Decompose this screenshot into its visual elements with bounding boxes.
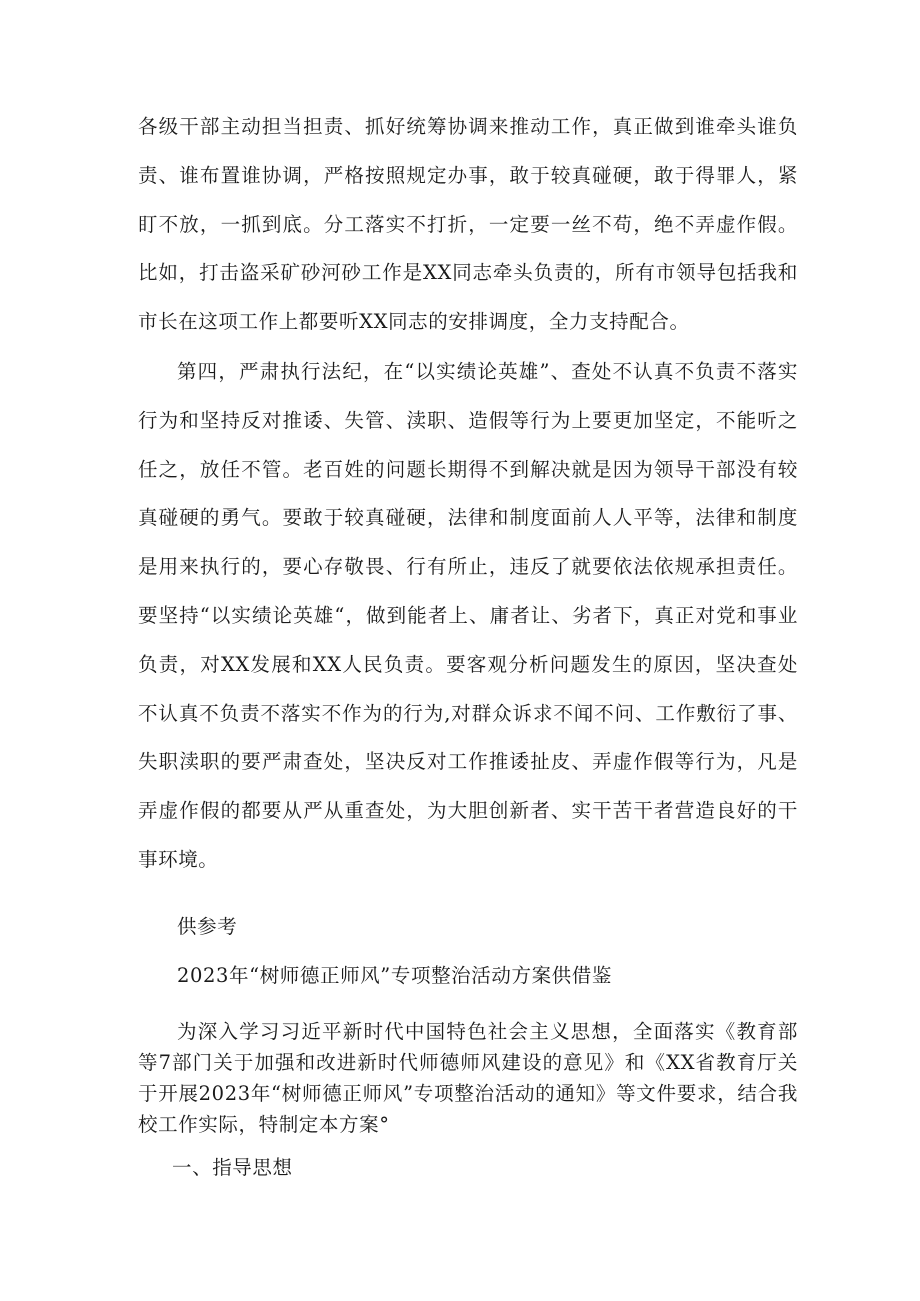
paragraph-fourth-point: 第四，严肃执行法纪，在“以实绩论英雄”、查处不认真不负责不落实行为和坚持反对推诿、失管、渎职、造假等行为上要更加坚定，不能听之任之，放任不管。老百姓的问题长期得不到解决就是因为领导干部没有较真碰硬的勇气。要敢于较真碰硬，法律和制度面前人人平等，法律和制度是用来执行的，要心存敬畏、行有所止，违反了就要依法依规承担责任。要坚持“以实绩论英雄“，做到能者上、庸者让、劣者下，真正对党和事业负责，对XX发展和XX人民负责。要客观分析问题发生的原因，坚决查处不认真不负责不落实不作为的行为,对群众诉求不闻不问、工作敷衍了事、失职渎职的要严肃查处，坚决反对工作推诿扯皮、弄虚作假等行为，凡是弄虚作假的都要从严从重查处，为大胆创新者、实干苦干者营造良好的干事环境。: [138, 360, 798, 871]
plan-intro-paragraph: 为深入学习习近平新时代中国特色社会主义思想，全面落实《教育部等7部门关于加强和改进新时代师德师风建设的意见》和《XX省教育厅关于开展2023年“树师德正师风”专项整治活动的通知》等文件要求，结合我校工作实际，特制定本方案°: [138, 1020, 798, 1136]
reference-note: 供参考: [177, 915, 238, 938]
section-heading: 一、指导思想: [172, 1156, 293, 1179]
paragraph-continuation: 各级干部主动担当担责、抓好统筹协调来推动工作，真正做到谁牵头谁负责、谁布置谁协调，严格按照规定办事，敢于较真碰硬，敢于得罪人，紧盯不放，一抓到底。分工落实不打折，一定要一丝不苟，绝不弄虚作假。比如，打击盗采矿砂河砂工作是XX同志牵头负责的，所有市领导包括我和市长在这项工作上都要听XX同志的安排调度，全力支持配合。: [138, 115, 798, 334]
plan-title: 2023年“树师德正师风”专项整治活动方案供借鉴: [177, 964, 612, 987]
